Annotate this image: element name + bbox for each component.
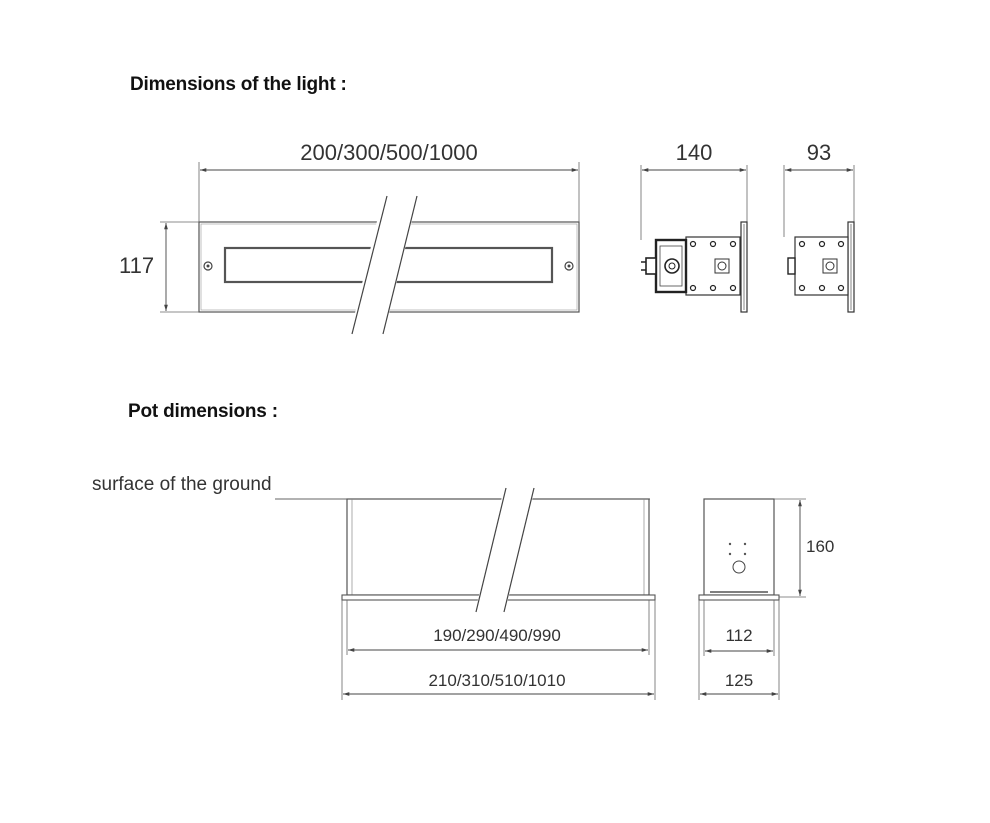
- pot-outer-width-label: 125: [724, 671, 754, 690]
- pot-height-label: 160: [806, 537, 835, 556]
- ground-surface-label: surface of the ground: [92, 474, 272, 495]
- light-height-label: 117: [119, 253, 155, 278]
- pot-inner-length-label: 190/290/490/990: [433, 626, 561, 645]
- pot-front-view: [275, 488, 655, 700]
- pot-outer-width-dimension: [700, 671, 778, 694]
- pot-height-dimension: [800, 500, 834, 596]
- pot-outer-length-label: 210/310/510/1010: [428, 671, 566, 690]
- pot-inner-length-dimension: [348, 626, 648, 650]
- light-back-view: [784, 140, 854, 312]
- light-front-view: [199, 196, 579, 334]
- light-length-label: 200/300/500/1000: [300, 140, 478, 165]
- light-depth-label: 140: [675, 140, 713, 165]
- light-dimensions-heading: Dimensions of the light :: [130, 74, 347, 95]
- pot-dimensions-heading: Pot dimensions :: [128, 401, 278, 422]
- pot-side-view: [699, 499, 806, 700]
- pot-inner-width-dimension: [705, 626, 773, 651]
- light-height-dimension: [119, 222, 199, 312]
- light-back-width-label: 93: [806, 140, 832, 165]
- pot-outer-length-dimension: [343, 671, 654, 694]
- pot-inner-width-label: 112: [725, 626, 753, 645]
- light-side-view: [641, 140, 747, 312]
